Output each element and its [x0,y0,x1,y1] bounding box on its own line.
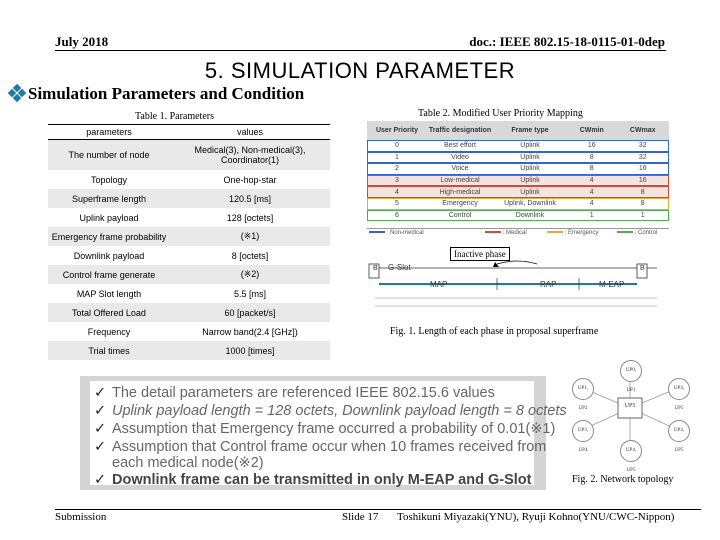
condition-item: ✓ The detail parameters are referenced IEEE 802.15.6 values [94,385,495,401]
parameter-value: 120.5 [ms] [170,189,330,208]
priority-cell: Uplink [493,186,567,198]
superframe-diagram [367,240,672,320]
table2-legend [367,228,669,237]
parameter-value: 8 [octets] [231,250,269,261]
parameter-row [48,140,330,171]
conditions-list [90,381,567,488]
parameter-value: Narrow band(2.4 [GHz]) [202,326,298,337]
table2-header: Traffic designation [427,121,493,140]
node-lower-right: UP4, UP5 [668,420,690,442]
priority-cell: 5 [395,200,399,208]
priority-cell: 3 [367,175,427,187]
priority-cell: 6 [395,211,399,219]
legend-emergency: : Emergency [547,230,598,236]
priority-cell: 16 [638,165,647,173]
priority-cell: 32 [638,153,647,161]
legend-control: : Control [617,230,657,236]
priority-cell: Uplink, Downlink [504,200,556,208]
footer-slide-number: Slide 17 [342,511,379,523]
parameter-value: 128 [octets] [226,212,274,223]
parameter-row [48,284,330,303]
parameter-row [48,170,330,189]
footer-rule [55,509,701,510]
priority-cell: 0 [395,142,399,150]
condition-item: ✓ Assumption that Control frame occur when 10 frames received from [94,439,547,455]
node-upper-left: UP1, UP2 [572,378,594,400]
priority-cell: 4 [567,175,617,187]
priority-cell: Best effort [444,142,476,150]
parameter-name: Superframe length [48,189,170,208]
beacon-label-right: B [640,265,645,272]
priority-cell: 2 [395,165,399,173]
gslot-label: G-Slot [388,263,411,272]
footer-submission: Submission [55,511,107,523]
table2-header: CWmin [567,121,617,140]
parameter-value: 5.5 [ms] [233,288,266,299]
checkmark-icon: ✓ [94,385,107,401]
parameter-value: (※2) [170,265,330,284]
parameter-name: The number of node [48,140,170,171]
priority-cell: Uplink [520,153,540,161]
priority-cell: Uplink [493,175,567,187]
parameter-name: Trial times [48,341,170,360]
condition-item: ✓ Assumption that Emergency frame occurred a probability of 0.01(※1) [94,421,556,437]
inactive-phase-callout: Inactive phase [450,247,510,261]
priority-cell: High-medical [427,186,493,198]
legend-medical: : Medical [485,230,527,236]
diamond-bullet-icon [8,84,26,102]
priority-cell: 16 [617,175,670,187]
parameter-value: 60 [packet/s] [170,303,330,322]
header-doc-id: doc.: IEEE 802.15-18-0115-01-0dep [469,34,665,49]
parameter-row [48,227,330,246]
parameter-row [48,208,330,227]
table2-header: User Priority [367,121,427,140]
priority-row [367,175,669,187]
priority-cell: 8 [640,200,645,208]
figure1-caption: Fig. 1. Length of each phase in proposal superframe [390,326,599,337]
parameter-name: MAP Slot length [76,288,142,299]
parameter-name: Emergency frame probability [48,227,170,246]
node-lower-left: UP3, UP4 [572,420,594,442]
condition-item: ✓ Downlink frame can be transmitted in only M-EAP and G-Slot [94,472,532,488]
parameter-name: Control frame generate [48,265,170,284]
priority-cell: Low-medical [427,175,493,187]
priority-cell: 1 [640,211,645,219]
parameter-row [48,303,330,322]
priority-row [367,152,669,164]
checkmark-icon: ✓ [94,439,107,455]
node-upper-right: UP4, UP5 [668,378,690,400]
table2-header: Frame type [493,121,567,140]
parameter-value: 1000 [times] [170,341,330,360]
priority-cell: 32 [638,142,647,150]
parameter-value: Medical(3), Non-medical(3), Coordinator(1) [170,140,330,171]
parameter-name: Downlink payload [73,250,145,261]
priority-cell: Voice [451,165,469,173]
parameter-row [48,341,330,360]
beacon-label-left: B [373,265,378,272]
priority-cell: 4 [589,200,594,208]
priority-cell: 8 [589,153,594,161]
priority-row [367,210,669,222]
parameter-row [48,322,330,341]
checkmark-icon: ✓ [94,421,107,437]
coordinator-node: UP5 [624,403,636,409]
condition-item: ✓ Uplink payload length = 128 octets, Downlink payload length = 8 octets [94,403,567,419]
priority-cell: Uplink [520,142,540,150]
parameter-name: Frequency [87,326,131,337]
parameter-row [48,246,330,265]
priority-cell: 16 [587,142,596,150]
table1-header: values [170,125,330,140]
priority-cell: Emergency [442,200,478,208]
checkmark-icon: ✓ [94,472,107,488]
parameter-value: (※1) [170,227,330,246]
priority-cell: Control [448,211,472,219]
meap-label: M-EAP [599,280,625,289]
parameter-row [48,265,330,284]
priority-row [367,140,669,152]
priority-cell: Uplink [520,165,540,173]
priority-cell: Video [451,153,469,161]
header-rule [55,50,666,51]
parameter-value: One-hop-star [223,174,277,185]
conditions-panel [80,376,567,490]
priority-row [367,198,669,210]
slide-title: 5. SIMULATION PARAMETER [204,58,516,83]
parameter-name: Uplink payload [79,212,139,223]
user-priority-table [367,121,669,221]
slide-subtitle: Simulation Parameters and Condition [28,84,305,103]
node-bottom: UP4, UP5 [620,440,642,462]
table1-header: parameters [48,125,170,140]
priority-cell: Downlink [515,211,545,219]
parameters-table [48,124,330,360]
table1-caption: Table 1. Parameters [135,111,214,122]
header-date: July 2018 [55,34,109,49]
legend-non-medical: : Non-medical [369,230,424,236]
parameter-name: Topology [90,174,128,185]
table2-header: CWmax [617,121,670,140]
priority-cell: 4 [567,186,617,198]
priority-row [367,163,669,175]
map-label: MAP [430,280,448,289]
rap-label: RAP [540,280,557,289]
priority-cell: 1 [589,211,594,219]
condition-item-continued: each medical node(※2) [112,455,264,471]
priority-cell: 8 [589,165,594,173]
figure2-caption: Fig. 2. Network topology [572,474,674,485]
parameter-name: Total Offered Load [48,303,170,322]
footer-authors: Toshikuni Miyazaki(YNU), Ryuji Kohno(YNU/CWC-Nippon) [397,511,675,523]
node-top: UP0, UP1 [620,360,642,382]
priority-cell: 1 [395,153,399,161]
table2-caption: Table 2. Modified User Priority Mapping [418,108,583,119]
priority-cell: 8 [617,186,670,198]
priority-row [367,186,669,198]
priority-cell: 4 [367,186,427,198]
parameter-row [48,189,330,208]
checkmark-icon: ✓ [94,403,107,419]
